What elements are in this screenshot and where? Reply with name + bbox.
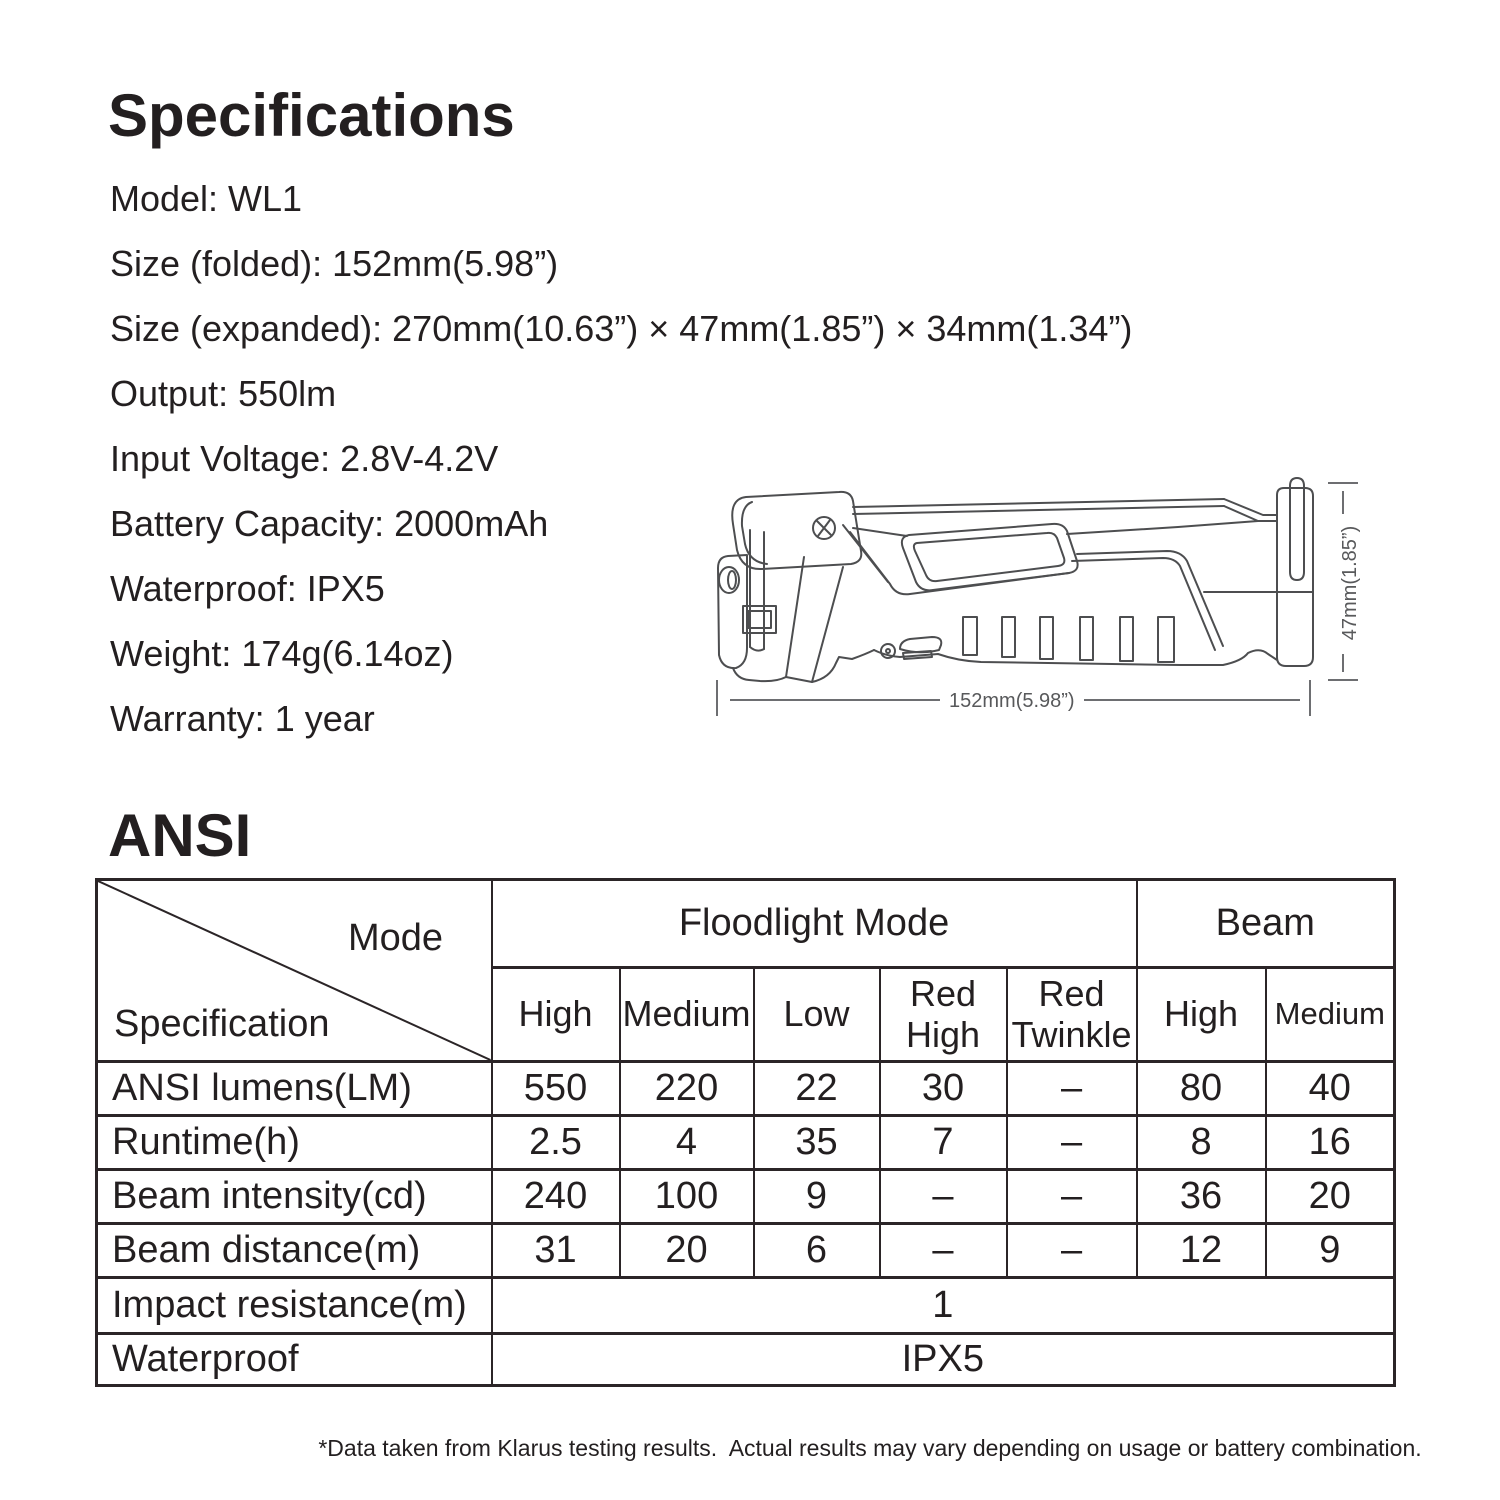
cell-value: – [1007,1062,1137,1116]
spec-item-size-expanded: Size (expanded): 270mm(10.63”) × 47mm(1.85”) × 34mm(1.34”) [110,308,1133,349]
cell-value: 20 [620,1224,754,1278]
group-header-beam: Beam [1137,880,1395,968]
col-header-beam-high: High [1137,968,1266,1062]
row-label-runtime: Runtime(h) [97,1116,492,1170]
cell-value: – [880,1224,1007,1278]
spec-item-output: Output: 550lm [110,373,337,414]
cell-value: 2.5 [492,1116,620,1170]
corner-label-mode: Mode [348,917,444,959]
table-row-distance [97,1224,1395,1278]
table-row-group-header [97,880,1395,968]
spec-item-model: Model: WL1 [110,178,303,219]
row-label-impact: Impact resistance(m) [97,1278,492,1334]
height-dimension-label: 47mm(1.85”) [1339,525,1361,641]
corner-label-specification: Specification [114,1003,330,1045]
spec-item-input-voltage: Input Voltage: 2.8V-4.2V [110,438,499,479]
group-header-floodlight-mode: Floodlight Mode [492,880,1137,968]
cell-value: 20 [1266,1170,1395,1224]
row-label-intensity: Beam intensity(cd) [97,1170,492,1224]
col-header-red-twinkle: Red Twinkle [1007,968,1137,1062]
page-title: Specifications [108,82,515,149]
table-row-lumens [97,1062,1395,1116]
spec-item-waterproof: Waterproof: IPX5 [110,568,385,609]
footnote: *Data taken from Klarus testing results. Actual results may vary depending on usage or battery combination. [318,1435,1422,1461]
cell-value: 16 [1266,1116,1395,1170]
cell-value: 22 [754,1062,880,1116]
cell-value: 35 [754,1116,880,1170]
table-row-waterproof [97,1334,1395,1386]
length-dimension-label: 152mm(5.98”) [949,690,1075,712]
spec-item-size-folded: Size (folded): 152mm(5.98”) [110,243,559,284]
col-header-red-high: Red High [880,968,1007,1062]
cell-value: – [1007,1224,1137,1278]
cell-value: 240 [492,1170,620,1224]
row-label-waterproof: Waterproof [97,1334,492,1386]
col-header-flood-high: High [492,968,620,1062]
cell-value: 40 [1266,1062,1395,1116]
cell-waterproof-value: IPX5 [492,1334,1395,1386]
spec-item-weight: Weight: 174g(6.14oz) [110,633,454,674]
table-row-impact [97,1278,1395,1334]
col-header-beam-medium: Medium [1266,968,1395,1062]
ansi-spec-table [95,878,1396,1387]
cell-value: 30 [880,1062,1007,1116]
row-label-distance: Beam distance(m) [97,1224,492,1278]
table-row-intensity [97,1170,1395,1224]
ansi-section-title: ANSI [108,802,252,869]
col-header-flood-low: Low [754,968,880,1062]
cell-value: 220 [620,1062,754,1116]
spec-item-battery: Battery Capacity: 2000mAh [110,503,549,544]
cell-value: 9 [754,1170,880,1224]
cell-value: 8 [1137,1116,1266,1170]
cell-value: 80 [1137,1062,1266,1116]
cell-value: 31 [492,1224,620,1278]
spec-item-warranty: Warranty: 1 year [110,698,375,739]
cell-value: 36 [1137,1170,1266,1224]
col-header-flood-medium: Medium [620,968,754,1062]
cell-value: 7 [880,1116,1007,1170]
cell-value: – [1007,1170,1137,1224]
cell-value: – [1007,1116,1137,1170]
cell-value: 12 [1137,1224,1266,1278]
table-row-runtime [97,1116,1395,1170]
cell-value: 100 [620,1170,754,1224]
corner-cell [97,880,492,1062]
cell-value: 4 [620,1116,754,1170]
cell-value: 6 [754,1224,880,1278]
row-label-lumens: ANSI lumens(LM) [97,1062,492,1116]
cell-impact-value: 1 [492,1278,1395,1334]
cell-value: 9 [1266,1224,1395,1278]
cell-value: 550 [492,1062,620,1116]
cell-value: – [880,1170,1007,1224]
